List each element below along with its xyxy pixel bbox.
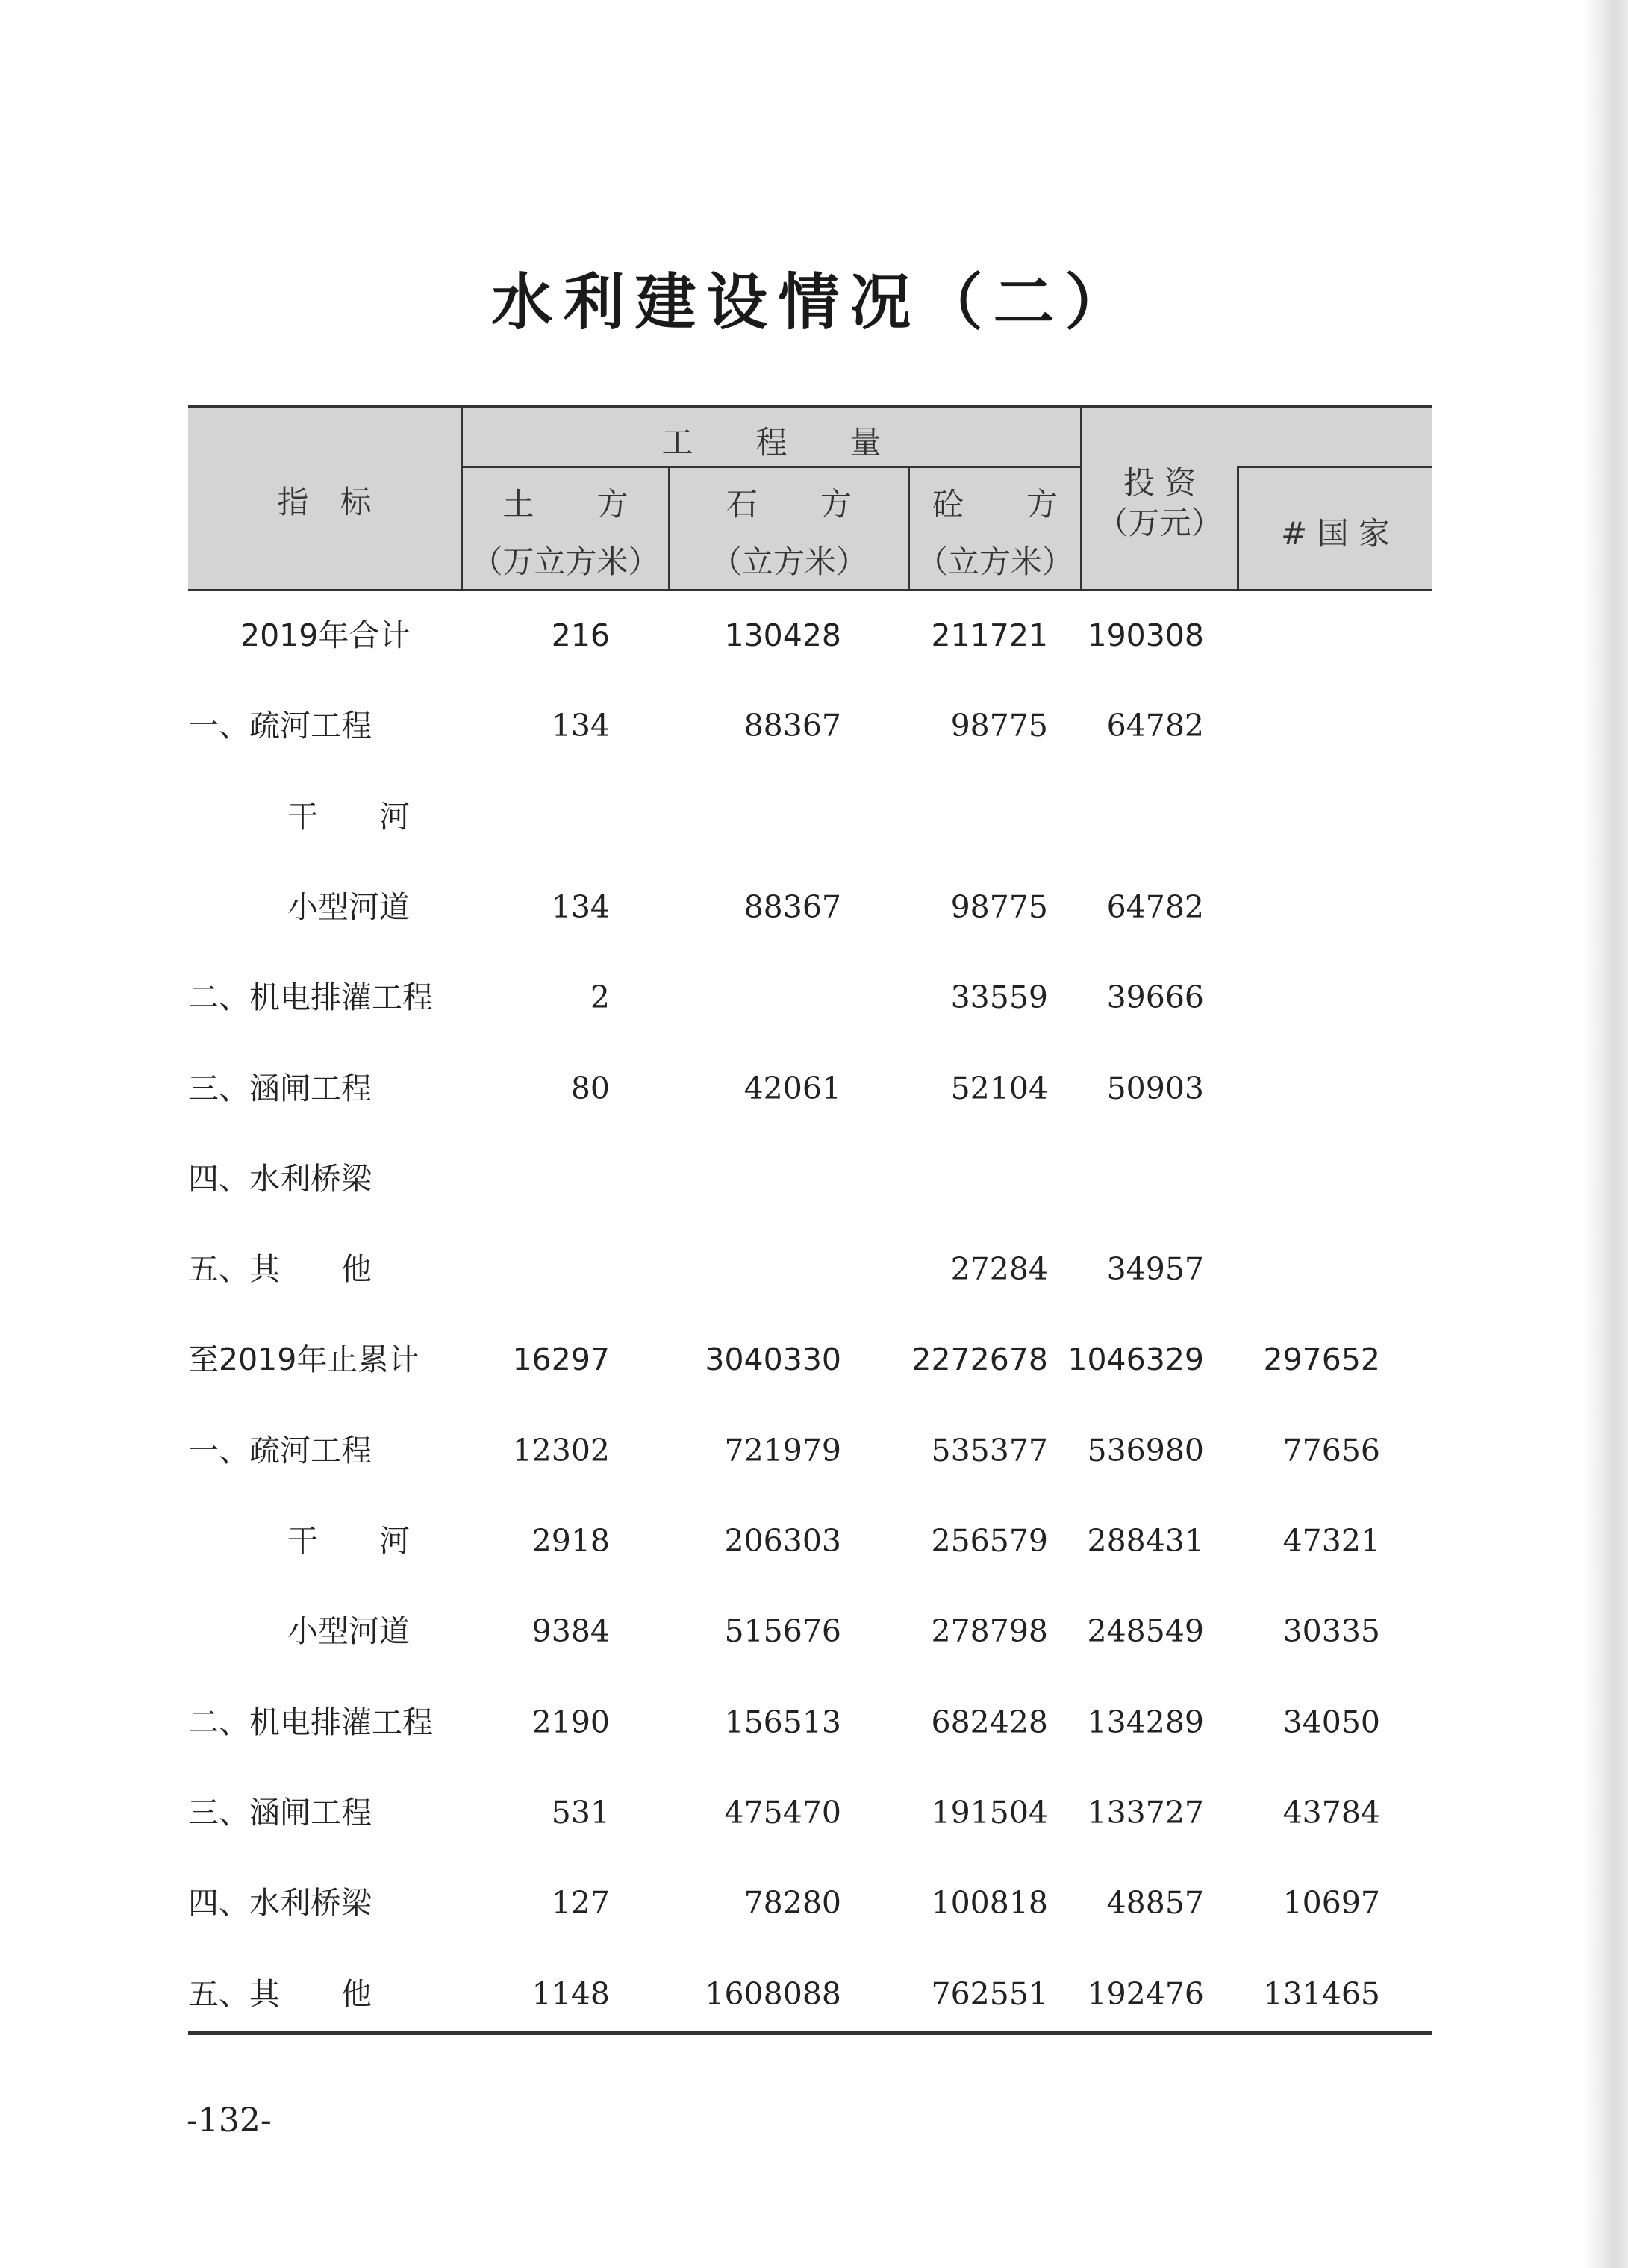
cell-stone: 1608088 — [705, 1976, 841, 2012]
cell-concrete: 278798 — [931, 1613, 1048, 1649]
cell-national: 10697 — [1282, 1885, 1380, 1921]
cell-national: 34050 — [1282, 1704, 1380, 1740]
row-label: 五、其 他 — [188, 1976, 372, 2012]
cell-invest: 39666 — [1106, 979, 1204, 1015]
cell-invest: 50903 — [1106, 1071, 1204, 1106]
cell-concrete: 256579 — [931, 1523, 1048, 1559]
cell-stone: 156513 — [724, 1704, 841, 1740]
cell-concrete: 52104 — [950, 1071, 1048, 1106]
cell-invest: 190308 — [1087, 617, 1204, 653]
cell-earth: 12302 — [512, 1433, 610, 1468]
cell-concrete: 762551 — [931, 1976, 1048, 2012]
cell-stone: 3040330 — [705, 1342, 841, 1377]
cell-earth: 2190 — [531, 1704, 610, 1740]
cell-earth: 134 — [551, 708, 610, 744]
row-label: 一、疏河工程 — [188, 1433, 372, 1468]
header-concrete-unit: （立方米） — [916, 543, 1073, 580]
cell-stone: 206303 — [724, 1523, 841, 1559]
row-label: 二、机电排灌工程 — [188, 1704, 433, 1740]
cell-invest: 536980 — [1087, 1433, 1204, 1468]
cell-invest: 288431 — [1087, 1523, 1204, 1559]
header-stone: 石 方 — [726, 486, 852, 523]
cell-national: 43784 — [1282, 1795, 1380, 1831]
row-label: 干 河 — [287, 1523, 410, 1559]
page-title: 水利建设情况（二） — [491, 267, 1137, 338]
header-concrete: 砼 方 — [932, 486, 1058, 523]
row-label: 小型河道 — [287, 1613, 410, 1649]
cell-invest: 48857 — [1106, 1885, 1204, 1921]
cell-earth: 16297 — [512, 1342, 610, 1377]
row-label: 一、疏河工程 — [188, 708, 372, 744]
header-investment: 投 资 — [1123, 464, 1197, 501]
cell-invest: 64782 — [1106, 708, 1204, 744]
row-label: 五、其 他 — [188, 1251, 372, 1287]
cell-earth: 2 — [590, 979, 610, 1015]
cell-concrete: 27284 — [950, 1251, 1048, 1287]
cell-stone: 130428 — [724, 617, 841, 653]
header-earth-unit: （万立方米） — [471, 543, 660, 580]
cell-concrete: 2272678 — [911, 1342, 1048, 1377]
cell-concrete: 535377 — [931, 1433, 1048, 1468]
header-stone-unit: （立方米） — [710, 543, 867, 580]
row-label: 二、机电排灌工程 — [188, 979, 433, 1015]
cell-earth: 9384 — [531, 1613, 610, 1649]
cell-national: 30335 — [1282, 1613, 1380, 1649]
cell-concrete: 211721 — [931, 617, 1048, 653]
cell-stone: 515676 — [724, 1613, 841, 1649]
row-label: 至2019年止累计 — [188, 1342, 420, 1377]
cell-stone: 42061 — [743, 1071, 841, 1106]
row-label: 三、涵闸工程 — [188, 1071, 372, 1106]
cell-stone: 88367 — [743, 708, 841, 744]
cell-earth: 1148 — [531, 1976, 610, 2012]
cell-invest: 248549 — [1087, 1613, 1204, 1649]
cell-stone: 475470 — [724, 1795, 841, 1831]
cell-concrete: 682428 — [931, 1704, 1048, 1740]
cell-earth: 80 — [570, 1071, 610, 1106]
header-national: # 国 家 — [1281, 515, 1390, 552]
page-number: -132- — [187, 2102, 272, 2140]
table-bottom-rule — [188, 2031, 1432, 2035]
cell-invest: 133727 — [1087, 1795, 1204, 1831]
cell-concrete: 98775 — [950, 708, 1048, 744]
cell-concrete: 33559 — [950, 979, 1048, 1015]
header-divider — [1237, 466, 1432, 468]
cell-invest: 134289 — [1087, 1704, 1204, 1740]
cell-earth: 531 — [551, 1795, 610, 1831]
header-bottom-rule — [188, 589, 1432, 591]
cell-earth: 2918 — [531, 1523, 610, 1559]
cell-stone: 78280 — [743, 1885, 841, 1921]
header-divider — [461, 466, 1082, 468]
row-label: 四、水利桥梁 — [188, 1161, 372, 1197]
cell-national: 297652 — [1263, 1342, 1380, 1377]
row-label: 小型河道 — [287, 889, 410, 925]
cell-earth: 134 — [551, 889, 610, 925]
cell-concrete: 100818 — [931, 1885, 1048, 1921]
cell-invest: 192476 — [1087, 1976, 1204, 2012]
cell-invest: 1046329 — [1067, 1342, 1204, 1377]
cell-invest: 64782 — [1106, 889, 1204, 925]
cell-national: 77656 — [1282, 1433, 1380, 1468]
cell-national: 47321 — [1282, 1523, 1380, 1559]
row-label: 三、涵闸工程 — [188, 1795, 372, 1831]
cell-concrete: 98775 — [950, 889, 1048, 925]
cell-stone: 721979 — [724, 1433, 841, 1468]
header-investment-unit: （万元） — [1097, 505, 1223, 541]
cell-earth: 216 — [551, 617, 610, 653]
cell-earth: 127 — [551, 1885, 610, 1921]
row-label: 四、水利桥梁 — [188, 1885, 372, 1921]
row-label: 干 河 — [287, 799, 410, 835]
header-earth: 土 方 — [502, 486, 629, 523]
cell-stone: 88367 — [743, 889, 841, 925]
cell-invest: 34957 — [1106, 1251, 1204, 1287]
header-engineering: 工 程 量 — [661, 424, 882, 461]
cell-concrete: 191504 — [931, 1795, 1048, 1831]
cell-national: 131465 — [1263, 1976, 1380, 2012]
header-indicator: 指 标 — [277, 484, 372, 520]
row-label: 2019年合计 — [240, 617, 411, 653]
